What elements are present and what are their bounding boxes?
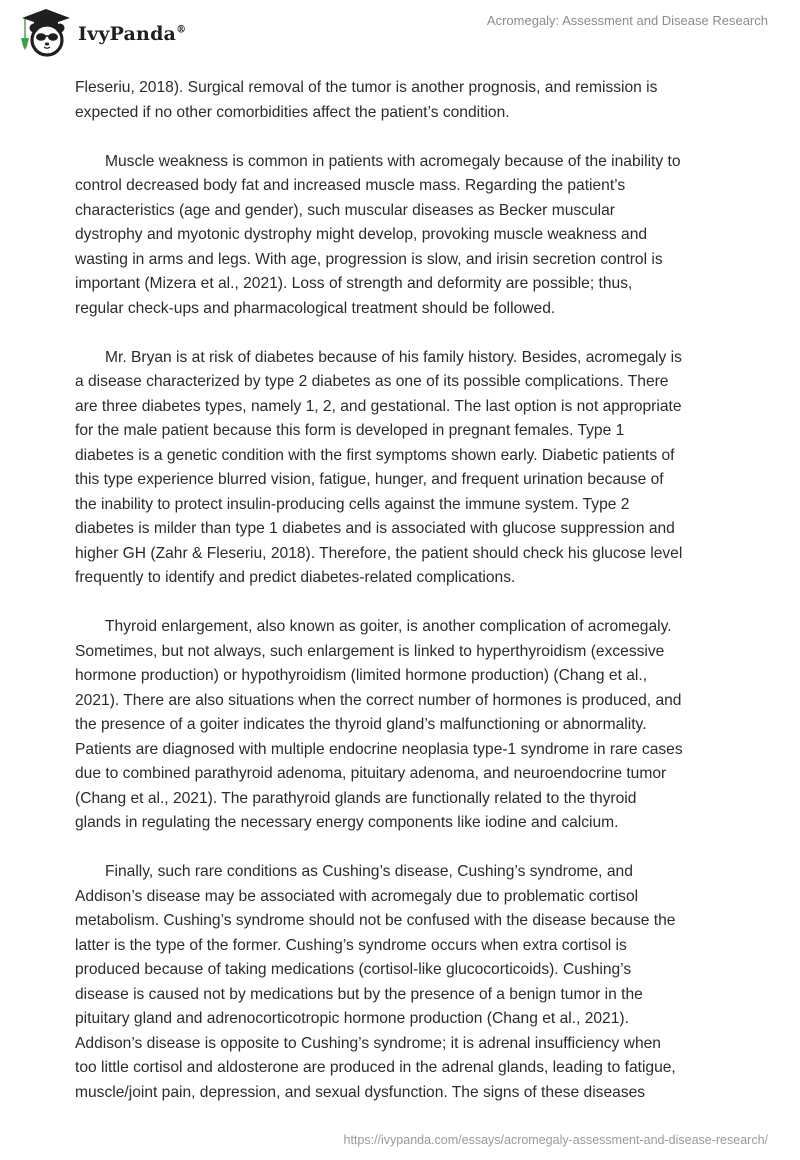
text-line: pituitary gland and adrenocorticotropic hormone production (Chang et al., 2021).	[75, 1010, 629, 1027]
text-line: Finally, such rare conditions as Cushing’s disease, Cushing’s syndrome, and	[105, 863, 633, 880]
text-line: Muscle weakness is common in patients with acromegaly because of the inability to	[105, 152, 681, 170]
text-line: muscle/joint pain, depression, and sexual dysfunction. The signs of these diseases	[75, 1083, 646, 1101]
essay-body	[75, 76, 735, 1130]
source-url-link[interactable]: https://ivypanda.com/essays/acromegaly-assessment-and-disease-research/	[343, 1133, 768, 1147]
text-line: Addison’s disease is opposite to Cushing’s syndrome; it is adrenal insufficiency when	[75, 1034, 661, 1052]
text-line: higher GH (Zahr & Fleseriu, 2018). Therefore, the patient should check his glucose level	[75, 544, 683, 562]
panda-graduation-cap-icon	[16, 6, 76, 63]
text-line: diabetes is a genetic condition with the first symptoms shown early. Diabetic patients of	[75, 446, 675, 464]
paragraph-muscle-weakness	[75, 150, 735, 322]
text-line: the inability to protect insulin-producing cells against the immune system. Type 2	[75, 495, 630, 513]
text-line: latter is the type of the former. Cushing’s syndrome occurs when extra cortisol is	[75, 936, 627, 954]
text-line: 2021). There are also situations when the correct number of hormones is produced, and	[75, 691, 682, 709]
text-line: metabolism. Cushing’s syndrome should not be confused with the disease because the	[75, 912, 676, 929]
text-line: Addison’s disease may be associated with acromegaly due to problematic cortisol	[75, 887, 639, 905]
text-line: the presence of a goiter indicates the thyroid gland’s malfunctioning or abnormality.	[75, 716, 647, 733]
document-title: Acromegaly: Assessment and Disease Research	[486, 13, 768, 28]
ivypanda-logo[interactable]	[16, 6, 186, 63]
text-line: Patients are diagnosed with multiple endocrine neoplasia type-1 syndrome in rare cases	[75, 740, 683, 758]
text-line: expected if no other comorbidities affect the patient’s condition.	[75, 103, 510, 121]
paragraph-cushing-addison	[75, 860, 735, 1105]
text-line: produced because of taking medications (cortisol-like glucocorticoids). Cushing’s	[75, 961, 632, 978]
text-line: Sometimes, but not always, such enlargement is linked to hyperthyroidism (excessive	[75, 642, 665, 660]
text-line: a disease characterized by type 2 diabetes as one of its possible complications. There	[75, 373, 669, 390]
text-line: Thyroid enlargement, also known as goiter, is another complication of acromegaly.	[105, 618, 672, 635]
paragraph-diabetes	[75, 346, 735, 591]
text-line: frequently to identify and predict diabetes-related complications.	[75, 569, 516, 586]
text-line: (Chang et al., 2021). The parathyroid glands are functionally related to the thyroid	[75, 789, 637, 807]
page-header	[0, 0, 800, 60]
text-line: wasting in arms and legs. With age, progression is slow, and irisin secretion control is	[75, 250, 663, 268]
logo-wordmark: IvyPanda®	[78, 22, 187, 45]
text-line: regular check-ups and pharmacological treatment should be followed.	[75, 299, 556, 317]
text-line: are three diabetes types, namely 1, 2, and gestational. The last option is not appropriate	[75, 397, 682, 415]
paragraph-continuation	[75, 76, 735, 125]
text-line: for the male patient because this form is developed in pregnant females. Type 1	[75, 422, 625, 439]
text-line: Mr. Bryan is at risk of diabetes because of his family history. Besides, acromegaly is	[105, 348, 682, 366]
text-line: dystrophy and myotonic dystrophy might develop, provoking muscle weakness and	[75, 226, 648, 243]
text-line: due to combined parathyroid adenoma, pituitary adenoma, and neuroendocrine tumor	[75, 765, 667, 782]
text-line: diabetes is milder than type 1 diabetes and is associated with glucose suppression and	[75, 520, 675, 537]
text-line: important (Mizera et al., 2021). Loss of strength and deformity are possible; thus,	[75, 275, 633, 292]
text-line: Fleseriu, 2018). Surgical removal of the tumor is another prognosis, and remission is	[75, 79, 658, 96]
text-line: disease is caused not by medications but by the presence of a benign tumor in the	[75, 985, 643, 1003]
text-line: too little cortisol and aldosterone are produced in the adrenal glands, leading to fatigue,	[75, 1059, 676, 1076]
text-line: this type experience blurred vision, fatigue, hunger, and frequent urination because of	[75, 471, 664, 488]
text-line: hormone production) or hypothyroidism (limited hormone production) (Chang et al.,	[75, 667, 648, 684]
text-line: characteristics (age and gender), such muscular diseases as Becker muscular	[75, 201, 615, 219]
paragraph-thyroid	[75, 615, 735, 836]
text-line: control decreased body fat and increased muscle mass. Regarding the patient’s	[75, 177, 626, 194]
text-line: glands in regulating the necessary energy components like iodine and calcium.	[75, 814, 619, 831]
